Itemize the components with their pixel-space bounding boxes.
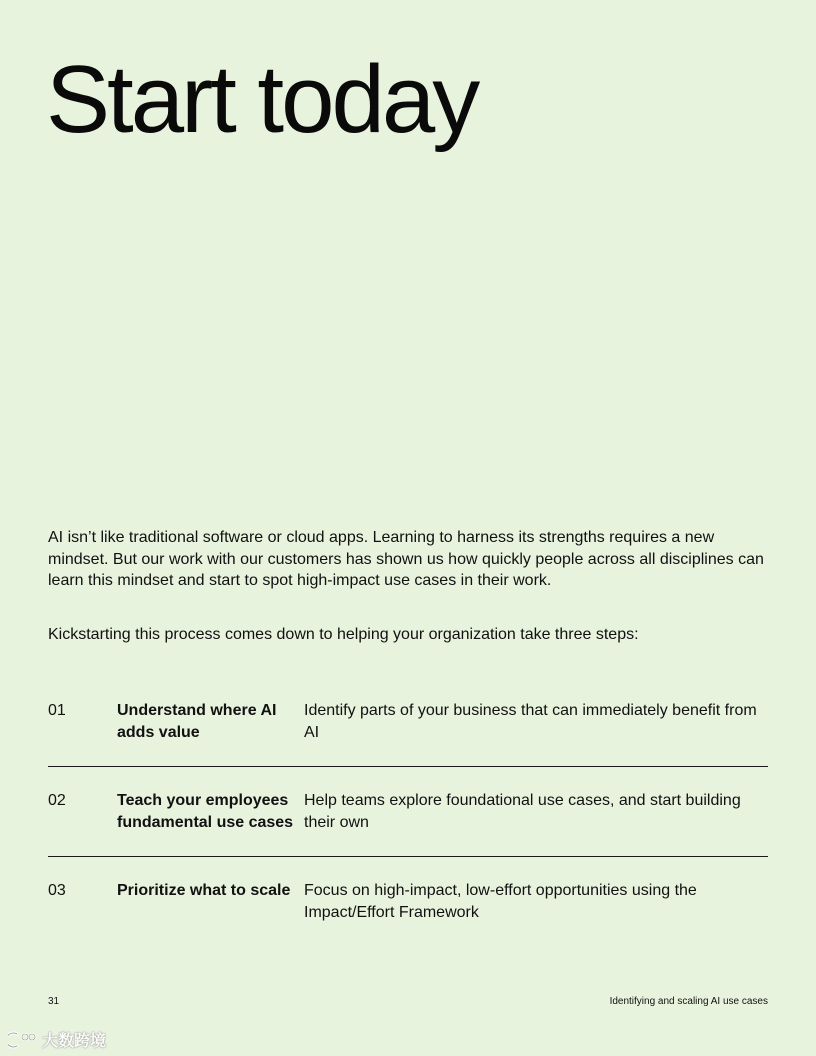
steps-list (48, 700, 768, 970)
intro-paragraph: AI isn’t like traditional software or cloud apps. Learning to harness its strengths requires a new mindset. But our work with our customers has shown us how quickly people across all disciplines can learn this mindset and start to spot high-impact use cases in their work. (48, 529, 764, 589)
step-title: Teach your employees fundamental use cases (117, 792, 294, 831)
step-description: Help teams explore foundational use cases, and start building their own (304, 792, 741, 831)
step-row (48, 880, 768, 970)
step-description: Focus on high-impact, low-effort opportunities using the Impact/Effort Framework (304, 882, 697, 921)
page-title: Start today (46, 46, 478, 153)
step-row (48, 700, 768, 790)
intro-lead-in: Kickstarting this process comes down to helping your organization take three steps: (48, 625, 639, 643)
intro-section (48, 527, 768, 645)
step-divider (48, 856, 768, 857)
footer-document-title: Identifying and scaling AI use cases (609, 996, 768, 1007)
step-title: Prioritize what to scale (117, 882, 291, 899)
step-divider (48, 766, 768, 767)
step-number: 03 (48, 882, 66, 899)
step-description: Identify parts of your business that can immediately benefit from AI (304, 702, 757, 741)
step-number: 01 (48, 702, 66, 719)
footer-page-number: 31 (48, 996, 60, 1007)
step-title: Understand where AI adds value (117, 702, 277, 741)
step-row (48, 790, 768, 880)
watermark (8, 1028, 106, 1051)
watermark-logo-icon (8, 1030, 38, 1050)
watermark-text: 大数跨境 (42, 1033, 107, 1050)
step-number: 02 (48, 792, 66, 809)
